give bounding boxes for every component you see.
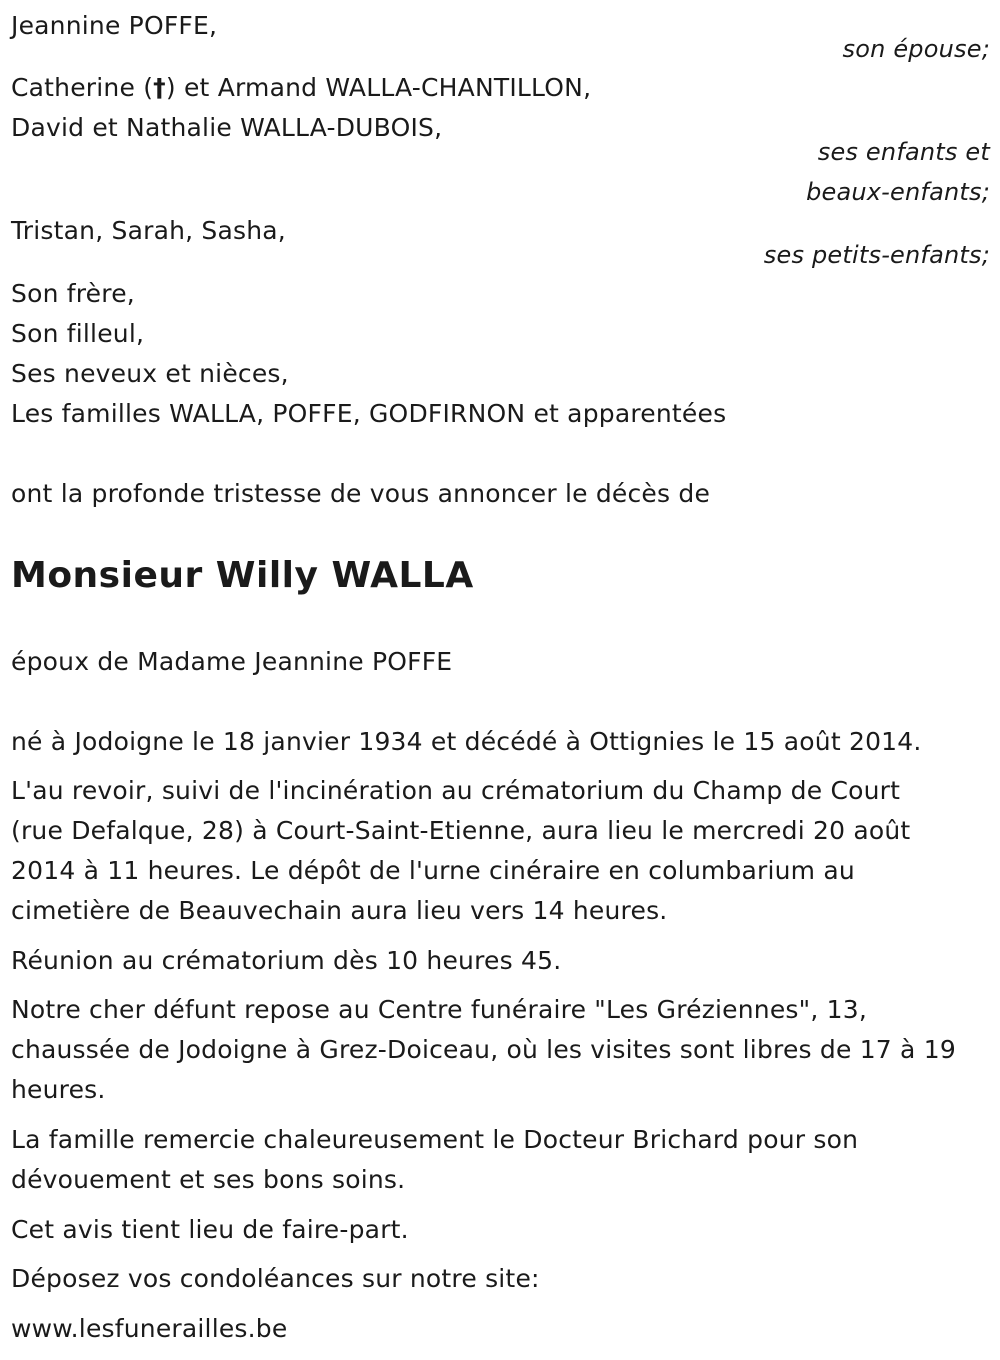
- announcement: ont la profonde tristesse de vous annoncer le décès de: [11, 479, 711, 508]
- children-line-2: David et Nathalie WALLA-DUBOIS,: [11, 113, 443, 142]
- spouse-of: époux de Madame Jeannine POFFE: [11, 647, 453, 676]
- children-line-1-pre: Catherine (: [11, 73, 154, 102]
- spouse-role: son épouse;: [842, 35, 990, 63]
- birth-death-line: né à Jodoigne le 18 janvier 1934 et décédé à Ottignies le 15 août 2014.: [11, 727, 922, 756]
- relatives-line: Ses neveux et nièces,: [11, 359, 289, 388]
- grandchildren-names: Tristan, Sarah, Sasha,: [11, 216, 286, 245]
- repose-line: heures.: [11, 1075, 106, 1104]
- thanks-line: La famille remercie chaleureusement le Docteur Brichard pour son: [11, 1125, 859, 1154]
- relatives-line: Son frère,: [11, 279, 135, 308]
- ceremony-line: L'au revoir, suivi de l'incinération au crématorium du Champ de Court: [11, 776, 901, 805]
- children-line-1: [11, 68, 591, 108]
- ceremony-line: 2014 à 11 heures. Le dépôt de l'urne cinéraire en columbarium au: [11, 856, 855, 885]
- meeting-line: Réunion au crématorium dès 10 heures 45.: [11, 946, 562, 975]
- cross-icon: †: [153, 73, 166, 102]
- ceremony-line: (rue Defalque, 28) à Court-Saint-Etienne, aura lieu le mercredi 20 août: [11, 816, 911, 845]
- thanks-line: dévouement et ses bons soins.: [11, 1165, 406, 1194]
- repose-line: chaussée de Jodoigne à Grez-Doiceau, où les visites sont libres de 17 à 19: [11, 1035, 956, 1064]
- relatives-line: Les familles WALLA, POFFE, GODFIRNON et apparentées: [11, 399, 727, 428]
- grandchildren-role: ses petits-enfants;: [763, 241, 990, 269]
- website-link[interactable]: www.lesfunerailles.be: [11, 1314, 288, 1343]
- children-role-line-1: ses enfants et: [817, 138, 990, 166]
- condolences-line: Déposez vos condoléances sur notre site:: [11, 1264, 540, 1293]
- notice-line: Cet avis tient lieu de faire-part.: [11, 1215, 409, 1244]
- relatives-line: Son filleul,: [11, 319, 145, 348]
- deceased-name: Monsieur Willy WALLA: [11, 555, 474, 596]
- repose-line: Notre cher défunt repose au Centre funéraire "Les Gréziennes", 13,: [11, 995, 868, 1024]
- children-role-line-2: beaux-enfants;: [806, 178, 990, 206]
- ceremony-line: cimetière de Beauvechain aura lieu vers 14 heures.: [11, 896, 668, 925]
- spouse-name: Jeannine POFFE,: [11, 11, 218, 40]
- children-line-1-post: ) et Armand WALLA-CHANTILLON,: [165, 73, 592, 102]
